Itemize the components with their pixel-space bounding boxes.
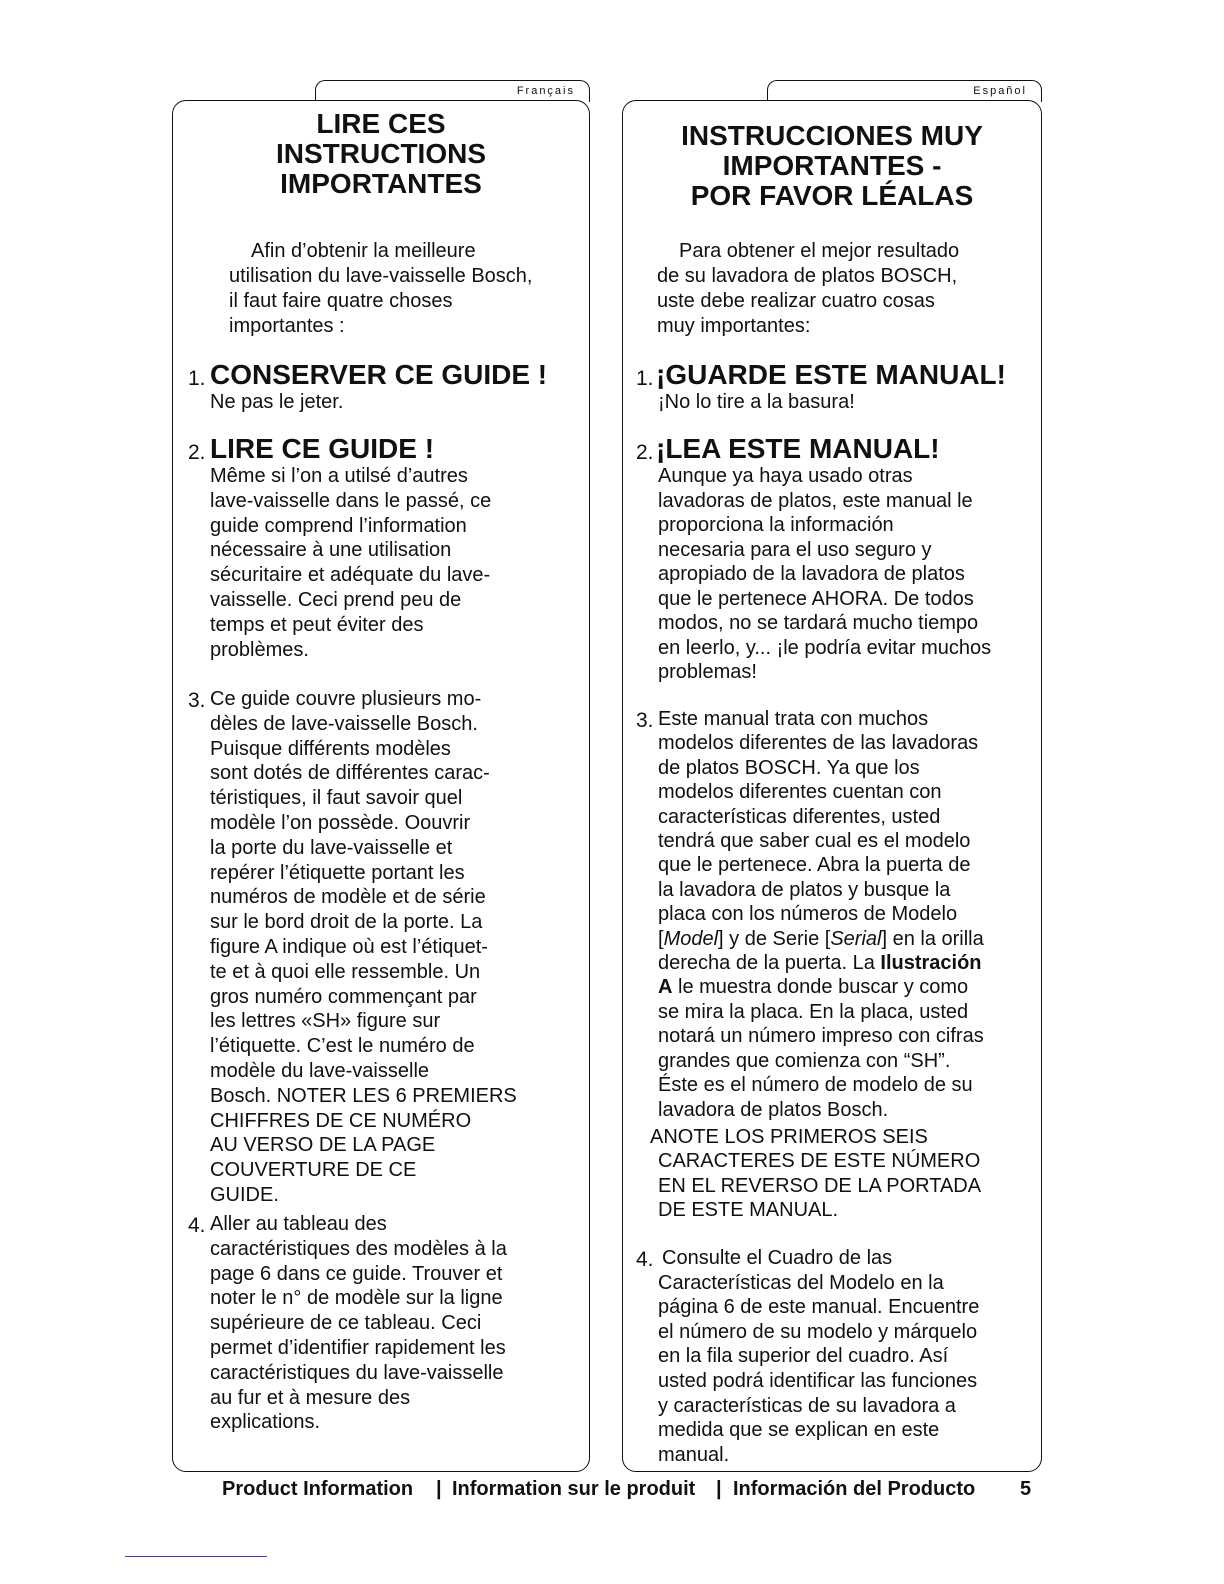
french-intro (229, 239, 533, 339)
item-paragraph (210, 687, 517, 1208)
text-line: modèle l’on possède. Oouvrir (210, 811, 471, 834)
item-title: LIRE CE GUIDE ! (210, 433, 435, 464)
text-line: características diferentes, usted (658, 805, 941, 828)
text-line: derecha de la puerta. La Ilustración (658, 952, 982, 975)
footer-separator: | (436, 1478, 442, 1500)
intro-line: muy importantes: (657, 315, 811, 337)
spanish-intro (657, 239, 959, 339)
text-line: vaisselle. Ceci prend peu de (210, 588, 462, 611)
text-line: Consulte el Cuadro de las (662, 1247, 893, 1269)
text-line: medida que se explican en este (658, 1419, 940, 1442)
text-line: explications. (210, 1411, 321, 1434)
intro-line: il faut faire quatre choses (229, 290, 453, 312)
text-line: modelos diferentes de las lavadoras (658, 732, 979, 755)
item-subtitle: ¡No lo tire a la basura! (658, 391, 855, 413)
text-line: sur le bord droit de la porte. La (210, 911, 483, 934)
page-number: 5 (1020, 1478, 1032, 1500)
text-line: grandes que comienza con “SH”. (658, 1049, 951, 1072)
footer-spanish: Información del Producto (733, 1478, 976, 1500)
intro-line: Afin d’obtenir la meilleure (251, 240, 476, 262)
item-number: 3. (636, 709, 654, 732)
text-line: modos, no se tardará mucho tiempo (658, 612, 979, 634)
text-line: ANOTE LOS PRIMEROS SEIS (650, 1126, 928, 1148)
text-line: CARACTERES DE ESTE NÚMERO (658, 1150, 981, 1173)
footer-english: Product Information (222, 1478, 414, 1500)
text-line: EN EL REVERSO DE LA PORTADA (658, 1174, 982, 1197)
text-line: Características del Modelo en la (658, 1271, 944, 1294)
text-line: que le pertenece AHORA. De todos (658, 587, 974, 610)
item-caps-note (650, 1125, 981, 1223)
text-line: Bosch. NOTER LES 6 PREMIERS (210, 1084, 517, 1107)
heading-line: LIRE CES (316, 108, 446, 139)
heading-line: IMPORTANTES - (722, 150, 942, 181)
text-line: Aunque ya haya usado otras (658, 465, 913, 487)
french-heading (173, 109, 589, 199)
item-paragraph (210, 464, 491, 662)
text-line: caractéristiques des modèles à la (210, 1237, 507, 1260)
text-line: Aller au tableau des (210, 1213, 387, 1235)
text-line: l’étiquette. C’est le numéro de (210, 1035, 475, 1058)
text-line: Éste es el número de modelo de su (658, 1074, 973, 1097)
french-panel (172, 100, 590, 1472)
item-paragraph (658, 464, 991, 685)
text-line: lavadoras de platos, este manual le (658, 489, 973, 512)
text-line: y características de su lavadora a (658, 1394, 956, 1417)
heading-line: POR FAVOR LÉALAS (690, 180, 974, 211)
text-line: temps et peut éviter des (210, 613, 424, 636)
text-line: necesaria para el uso seguro y (658, 538, 932, 561)
item-title: CONSERVER CE GUIDE ! (210, 359, 548, 390)
item-subtitle: Ne pas le jeter. (210, 391, 344, 413)
text-line: Puisque différents modèles (210, 737, 451, 760)
text-line: COUVERTURE DE CE (210, 1159, 417, 1182)
text-line: te et à quoi elle ressemble. Un (210, 960, 481, 983)
text-line: se mira la placa. En la placa, usted (658, 1000, 969, 1023)
text-line: page 6 dans ce guide. Trouver et (210, 1262, 503, 1285)
text-line: DE ESTE MANUAL. (658, 1199, 839, 1222)
text-line: les lettres «SH» figure sur (210, 1010, 441, 1033)
text-line: usted podrá identificar las funciones (658, 1369, 978, 1392)
text-line: nécessaire à une utilisation (210, 539, 452, 562)
item-number: 1. (188, 367, 206, 390)
text-line: téristiques, il faut savoir quel (210, 787, 463, 810)
text-line: caractéristiques du lave-vaisselle (210, 1361, 504, 1384)
item-number: 4. (188, 1214, 206, 1237)
heading-line: INSTRUCTIONS (276, 138, 486, 169)
text-line: Este manual trata con muchos (658, 708, 929, 730)
item-paragraph (658, 1246, 980, 1467)
item-paragraph (658, 707, 984, 1122)
text-line: permet d’identifier rapidement les (210, 1336, 506, 1359)
item-title: ¡GUARDE ESTE MANUAL! (656, 359, 1006, 390)
item-paragraph (210, 1212, 507, 1435)
intro-line: Para obtener el mejor resultado (679, 240, 960, 262)
text-line: A le muestra donde buscar y como (658, 976, 969, 999)
text-line: sont dotés de différentes carac- (210, 762, 490, 785)
intro-line: uste debe realizar cuatro cosas (657, 290, 935, 312)
text-line: [Model] y de Serie [Serial] en la orilla (658, 927, 984, 950)
text-line: CHIFFRES DE CE NUMÉRO (210, 1109, 472, 1132)
text-line: dèles de lave-vaisselle Bosch. (210, 712, 478, 735)
text-line: guide comprend l’information (210, 514, 467, 537)
spanish-panel (622, 100, 1042, 1472)
text-line: notará un número impreso con cifras (658, 1025, 984, 1048)
item-number: 3. (188, 689, 206, 712)
text-line: la porte du lave-vaisselle et (210, 836, 453, 859)
text-line: en la fila superior del cuadro. Así (658, 1345, 949, 1368)
text-line: modèle du lave-vaisselle (210, 1059, 430, 1082)
text-line: au fur et à mesure des (210, 1386, 411, 1409)
intro-line: importantes : (229, 315, 345, 337)
text-line: gros numéro commençant par (210, 985, 477, 1008)
text-line: placa con los números de Modelo (658, 903, 958, 926)
page-footer (222, 1478, 1042, 1504)
text-line: lavadora de platos Bosch. (658, 1098, 889, 1121)
text-line: la lavadora de platos y busque la (658, 878, 951, 901)
text-line: manual. (658, 1443, 730, 1466)
item-number: 4. (636, 1248, 654, 1271)
text-line: en leerlo, y... ¡le podría evitar muchos (658, 636, 992, 659)
text-line: apropiado de la lavadora de platos (658, 563, 965, 585)
intro-line: utilisation du lave-vaisselle Bosch, (229, 265, 533, 287)
text-line: lave-vaisselle dans le passé, ce (210, 489, 492, 512)
footer-french: Information sur le produit (452, 1478, 696, 1500)
heading-line: INSTRUCCIONES MUY (681, 120, 983, 151)
text-line: repérer l’étiquette portant les (210, 861, 465, 884)
text-line: modelos diferentes cuentan con (658, 781, 942, 804)
text-line: figure A indique où est l’étiquet- (210, 935, 488, 958)
text-line: problèmes. (210, 638, 309, 661)
text-line: AU VERSO DE LA PAGE (210, 1134, 436, 1157)
heading-line: IMPORTANTES (280, 168, 482, 199)
text-line: página 6 de este manual. Encuentre (658, 1296, 980, 1319)
text-line: noter le n° de modèle sur la ligne (210, 1287, 503, 1310)
item-number: 2. (188, 441, 206, 464)
item-number: 1. (636, 367, 654, 390)
text-line: GUIDE. (210, 1183, 279, 1206)
bottom-rule (125, 1556, 267, 1557)
footer-separator: | (716, 1478, 722, 1500)
text-line: numéros de modèle et de série (210, 886, 486, 909)
text-line: problemas! (658, 661, 757, 683)
text-line: que le pertenece. Abra la puerta de (658, 854, 971, 877)
text-line: tendrá que saber cual es el modelo (658, 830, 971, 853)
text-line: Même si l’on a utilsé d’autres (210, 465, 468, 487)
text-line: de platos BOSCH. Ya que los (658, 756, 920, 779)
text-line: el número de su modelo y márquelo (658, 1320, 978, 1343)
text-line: Ce guide couvre plusieurs mo- (210, 688, 482, 710)
tab-francais: Français (315, 80, 590, 102)
text-line: proporciona la información (658, 514, 894, 536)
tab-espanol: Español (767, 80, 1042, 102)
text-line: supérieure de ce tableau. Ceci (210, 1312, 482, 1335)
item-number: 2. (636, 441, 654, 464)
item-title: ¡LEA ESTE MANUAL! (656, 433, 940, 464)
text-line: sécuritaire et adéquate du lave- (210, 564, 491, 587)
spanish-heading (623, 121, 1041, 211)
intro-line: de su lavadora de platos BOSCH, (657, 265, 958, 287)
